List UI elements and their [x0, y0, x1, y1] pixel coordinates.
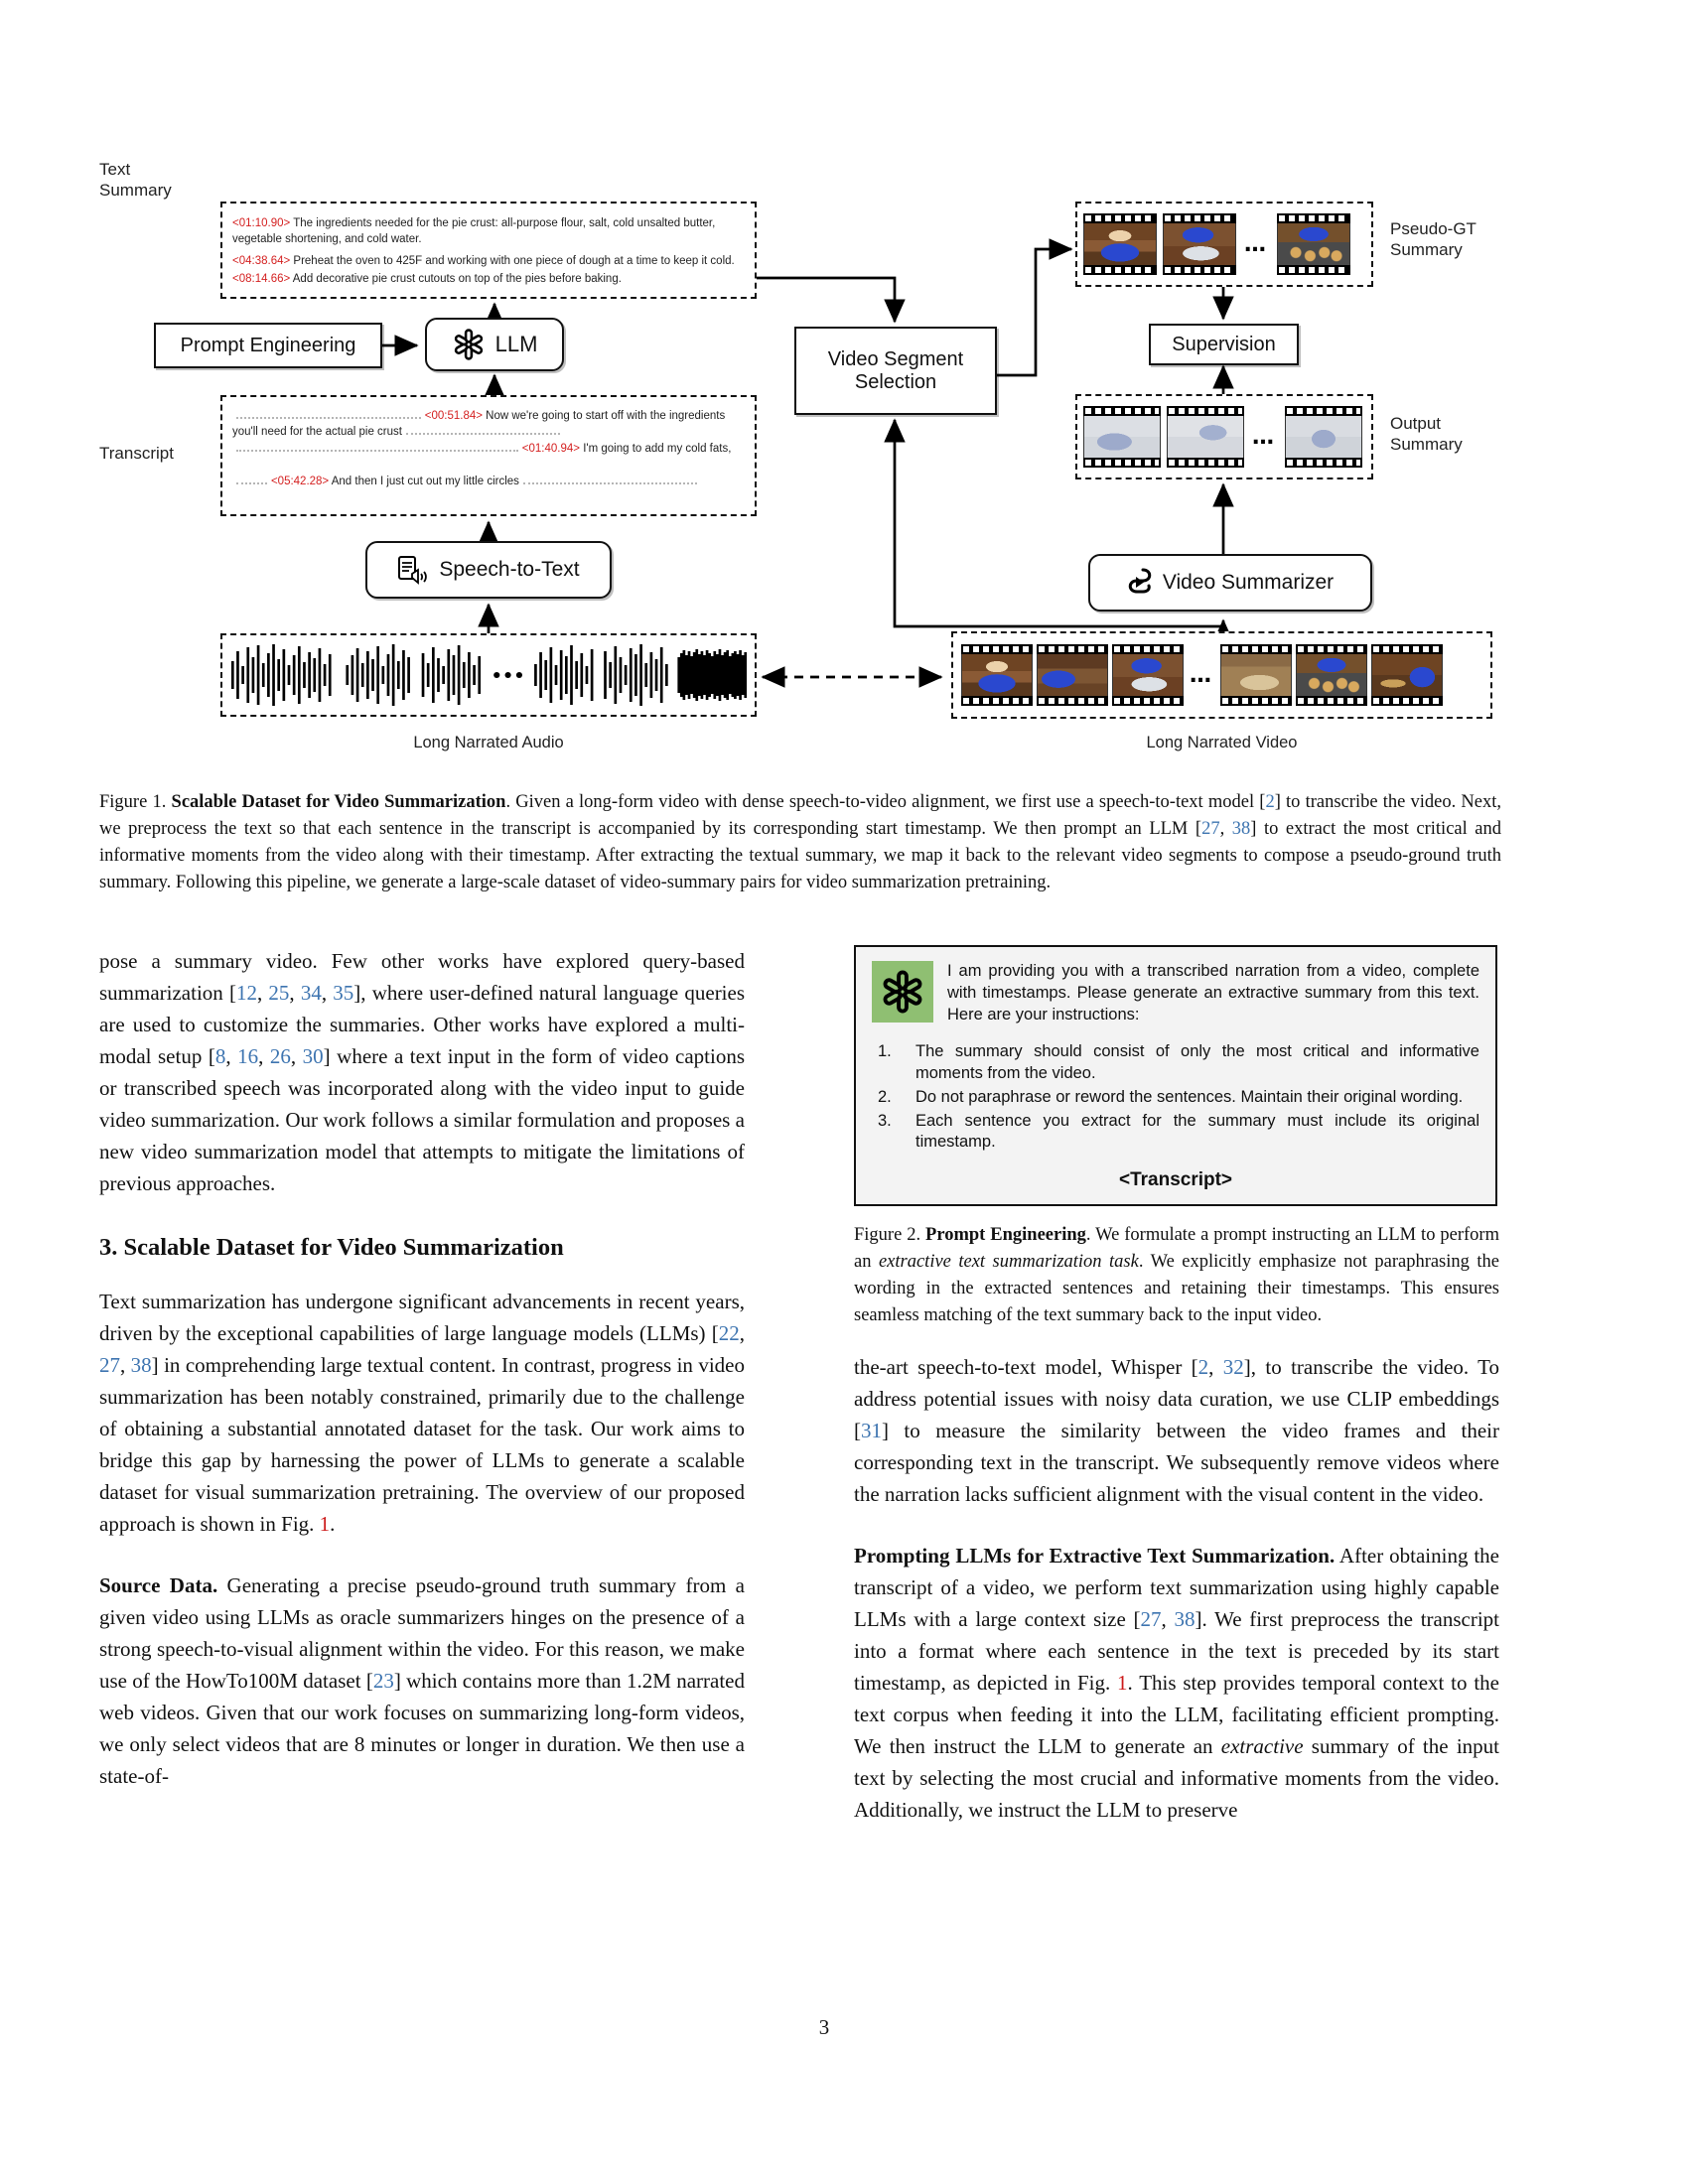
- text-segment: extractive text summarization task: [878, 1252, 1139, 1273]
- citation-link[interactable]: 35: [333, 981, 354, 1005]
- prompt-instruction: 2. Do not paraphrase or reword the sentences. Maintain their original wording.: [878, 1087, 1464, 1106]
- filmstrip-frame: [1285, 406, 1362, 468]
- text-segment: After obtaining the transcript of a video, we perform text summarization using highly capable LLMs with a large context size [: [854, 1544, 1499, 1632]
- text-summary-label: Text Summary: [99, 160, 172, 201]
- text-segment: ] where a text input in the form of video captions or transcribed speech was incorporated along with the video input to guide video summarization. Our work follows a similar formulation and proposes a new video summarization model that attempts to mitigate the limitations of previous approaches.: [99, 1044, 746, 1195]
- citation-link[interactable]: 32: [1222, 1355, 1244, 1380]
- text-segment: summary of the input text by selecting the most crucial and informative moments from the video. Additionally, we instruct the LLM to preserve: [854, 1734, 1499, 1823]
- text-segment: . This step provides temporal context to the text corpus when feeding it into the LLM, facilitating efficient prompting. We then instruct the LLM to generate an: [854, 1671, 1499, 1759]
- figure2-caption: [854, 1222, 1499, 1329]
- filmstrip-frame: [1163, 213, 1236, 275]
- citation-link[interactable]: 8: [214, 1044, 226, 1068]
- text-segment: ] to measure the similarity between the video frames and their corresponding text in the transcript. We subsequently remove videos where the narration lacks sufficient alignment with the visual content in the video.: [854, 1419, 1499, 1507]
- filmstrip-frame: [961, 644, 1033, 706]
- text-segment: Generating a precise pseudo-ground truth summary from a given video using LLMs as oracle summarizers hinges on the presence of a strong speech-to-visual alignment within the video. For this reason, we make use of the HowTo100M dataset [: [99, 1573, 745, 1694]
- output-summary-box: [1075, 394, 1373, 479]
- pseudo-gt-label: Pseudo-GT Summary: [1390, 219, 1477, 260]
- citation-link[interactable]: 31: [861, 1419, 882, 1443]
- text-segment: Prompting LLMs for Extractive Text Summarization.: [854, 1544, 1336, 1569]
- citation-link[interactable]: 25: [268, 981, 290, 1005]
- figure2-prompt-box: [854, 945, 1497, 1206]
- text-segment: ] to extract the most critical and informative moments from the video along with their timestamp. After extracting the textual summary, we map it back to the relevant video segments to compose a pseudo-ground truth summary. Following this pipeline, we generate a large-scale dataset of video-summary pairs for video summarization pretraining.: [99, 819, 1502, 892]
- citation-link[interactable]: 38: [1174, 1607, 1196, 1632]
- citation-link[interactable]: 38: [130, 1353, 152, 1378]
- body-paragraph: [99, 1286, 745, 1540]
- left-column: [99, 945, 745, 1792]
- text-segment: Scalable Dataset for Video Summarization: [171, 792, 506, 812]
- citation-link[interactable]: 2: [1265, 792, 1275, 812]
- summary-sentence: <01:10.90> The ingredients needed for the pie crust: all-purpose flour, salt, cold unsalted butter, vegetable shortening, and cold water.: [232, 217, 716, 245]
- text-segment: extractive: [1220, 1734, 1304, 1759]
- text-segment: ], where user-defined natural language queries are used to customize the summaries. Other works have explored a multi-modal setup [: [99, 981, 746, 1068]
- text-segment: ,: [739, 1321, 745, 1346]
- figure-reference-link[interactable]: 1: [1117, 1671, 1128, 1696]
- text-segment: Figure 2.: [854, 1225, 926, 1246]
- supervision-box: Supervision: [1149, 324, 1299, 365]
- figure1-diagram: [99, 137, 1589, 780]
- pseudo-gt-summary-box: [1075, 202, 1373, 287]
- text-segment: ] to transcribe the video. Next, we preprocess the text so that each sentence in the transcript is accompanied by its corresponding start timestamp. We then prompt an LLM [: [99, 792, 1501, 839]
- text-segment: ,: [1161, 1607, 1175, 1632]
- transcript-sentence: <01:40.94> I'm going to add my cold fats,: [232, 442, 745, 458]
- citation-link[interactable]: 27: [1201, 819, 1220, 839]
- speech-to-text-box: Speech-to-Text: [365, 541, 612, 599]
- ellipsis: …: [1190, 662, 1214, 688]
- page-number: 3: [818, 2015, 830, 2039]
- citation-link[interactable]: 2: [1197, 1355, 1209, 1380]
- citation-link[interactable]: 34: [300, 981, 322, 1005]
- body-paragraph: [854, 1351, 1499, 1510]
- text-segment: ]. We first preprocess the transcript into a format where each sentence in the text is preceded by its start timestamp, as depicted in Fig.: [854, 1607, 1500, 1696]
- filmstrip-frame: [1277, 213, 1350, 275]
- transcript-sentence: <05:42.28> And then I just cut out my little circles: [232, 475, 745, 490]
- text-segment: . We explicitly emphasize not paraphrasing the wording in the extracted sentences and retaining their timestamps. This ensures seamless matching of the text summary back to the input video.: [854, 1252, 1499, 1326]
- text-summary-box: [220, 202, 757, 299]
- filmstrip-frame: [1112, 644, 1184, 706]
- summary-sentence: <08:14.66> Add decorative pie crust cutouts on top of the pies before baking.: [232, 272, 622, 285]
- ellipsis: …: [1244, 231, 1269, 257]
- filmstrip-frame: [1167, 406, 1244, 468]
- citation-link[interactable]: 26: [269, 1044, 291, 1068]
- audio-waveform: [222, 635, 755, 715]
- text-segment: Source Data.: [99, 1573, 218, 1598]
- openai-logo-icon: [452, 328, 486, 361]
- filmstrip-frame: [1296, 644, 1367, 706]
- citation-link[interactable]: 30: [302, 1044, 324, 1068]
- body-paragraph: [854, 1540, 1499, 1826]
- timestamp: <01:10.90>: [232, 217, 291, 229]
- timestamp: <08:14.66>: [232, 272, 291, 285]
- text-segment: . We formulate a prompt instructing an LLM to perform an: [854, 1225, 1499, 1273]
- section-heading: 3. Scalable Dataset for Video Summarization: [99, 1234, 564, 1261]
- filmstrip-frame: [1037, 644, 1108, 706]
- text-segment: ,: [1219, 819, 1232, 839]
- video-summarizer-box: Video Summarizer: [1088, 554, 1372, 612]
- transcript-sentence: <00:51.84> Now we're going to start off with the ingredients you'll need for the actual pie crust: [232, 410, 726, 438]
- text-segment: Text summarization has undergone significant advancements in recent years, driven by the exceptional capabilities of large language models (LLMs) [: [99, 1290, 745, 1346]
- citation-link[interactable]: 27: [99, 1353, 120, 1378]
- filmstrip-frame: [1220, 644, 1292, 706]
- text-segment: ,: [321, 981, 334, 1005]
- video-segment-selection-box: Video Segment Selection: [794, 327, 997, 415]
- long-narrated-video-box: [951, 631, 1492, 719]
- citation-link[interactable]: 27: [1140, 1607, 1162, 1632]
- timestamp: <04:38.64>: [232, 255, 291, 268]
- body-paragraph: [99, 1570, 745, 1792]
- openai-logo-badge: [872, 961, 933, 1023]
- text-segment: pose a summary video. Few other works have explored query-based summarization [: [99, 949, 745, 1005]
- llm-box: LLM: [425, 318, 564, 371]
- prompt-engineering-box: Prompt Engineering: [154, 323, 382, 368]
- transcript-box: [220, 395, 757, 516]
- long-narrated-audio-label: Long Narrated Audio: [413, 734, 564, 751]
- text-segment: ,: [256, 981, 269, 1005]
- figure1-caption: [99, 789, 1501, 896]
- filmstrip-frame: [1371, 644, 1443, 706]
- right-column: [854, 945, 1499, 1826]
- text-segment: ] in comprehending large textual content. In contrast, progress in video summarization has been notably constrained, primarily due to the challenge of obtaining a substantial annotated dataset for the task. Our work aims to bridge this gap by harnessing the power of LLMs to generate a scalable dataset for visual summarization pretraining. The overview of our proposed approach is shown in Fig.: [99, 1353, 745, 1537]
- text-segment: ,: [290, 1044, 303, 1068]
- transcript-label: Transcript: [99, 444, 174, 463]
- prompt-instruction: 3. Each sentence you extract for the summary must include its original timestamp.: [878, 1111, 1479, 1152]
- timestamp: <01:40.94>: [521, 443, 580, 456]
- text-segment: ] which contains more than 1.2M narrated web videos. Given that our work focuses on summarizing long-form videos, we only select videos that are 8 minutes or longer in duration. We then use a state-of-: [99, 1669, 745, 1789]
- citation-link[interactable]: 23: [372, 1669, 394, 1694]
- text-segment: .: [330, 1512, 336, 1537]
- long-narrated-audio-box: [220, 633, 757, 717]
- citation-link[interactable]: 16: [237, 1044, 259, 1068]
- text-segment: ,: [1208, 1355, 1223, 1380]
- text-segment: Prompt Engineering: [925, 1225, 1086, 1246]
- ellipsis: …: [1252, 424, 1277, 450]
- text-segment: Figure 1.: [99, 792, 172, 812]
- text-segment: ,: [258, 1044, 270, 1068]
- text-segment: . Given a long-form video with dense speech-to-video alignment, we first use a speech-to-text model [: [505, 792, 1266, 812]
- citation-link[interactable]: 12: [235, 981, 257, 1005]
- openai-logo-icon: [880, 969, 925, 1015]
- text-segment: ,: [289, 981, 301, 1005]
- summary-sentence: <04:38.64> Preheat the oven to 425F and working with one piece of dough at a time to keep it cold.: [232, 255, 735, 268]
- citation-link[interactable]: 22: [718, 1321, 740, 1346]
- transcript-placeholder-tag: <Transcript>: [1118, 1169, 1233, 1191]
- citation-link[interactable]: 38: [1231, 819, 1251, 839]
- text-segment: ,: [120, 1353, 131, 1378]
- prompt-header-text: I am providing you with a transcribed narration from a video, complete with timestamps. Please generate an extractive summary from this text. Here are your instructions:: [947, 962, 1479, 1024]
- body-paragraph: [99, 945, 745, 1199]
- text-segment: ,: [225, 1044, 238, 1068]
- filmstrip-frame: [1083, 213, 1157, 275]
- prompt-instruction: 1. The summary should consist of only the most critical and informative moments from the video.: [878, 1042, 1479, 1083]
- long-narrated-video-label: Long Narrated Video: [1146, 734, 1298, 751]
- output-summary-label: Output Summary: [1390, 414, 1463, 455]
- text-segment: ], to transcribe the video. To address potential issues with noisy data curation, we use CLIP embeddings [: [854, 1355, 1499, 1443]
- filmstrip-frame: [1083, 406, 1161, 468]
- timestamp: <00:51.84>: [424, 410, 483, 422]
- video-summarizer-icon: [1127, 567, 1153, 599]
- speech-to-text-icon: [397, 555, 429, 585]
- timestamp: <05:42.28>: [270, 475, 330, 487]
- figure-reference-link[interactable]: 1: [319, 1512, 331, 1537]
- text-segment: the-art speech-to-text model, Whisper [: [854, 1355, 1198, 1380]
